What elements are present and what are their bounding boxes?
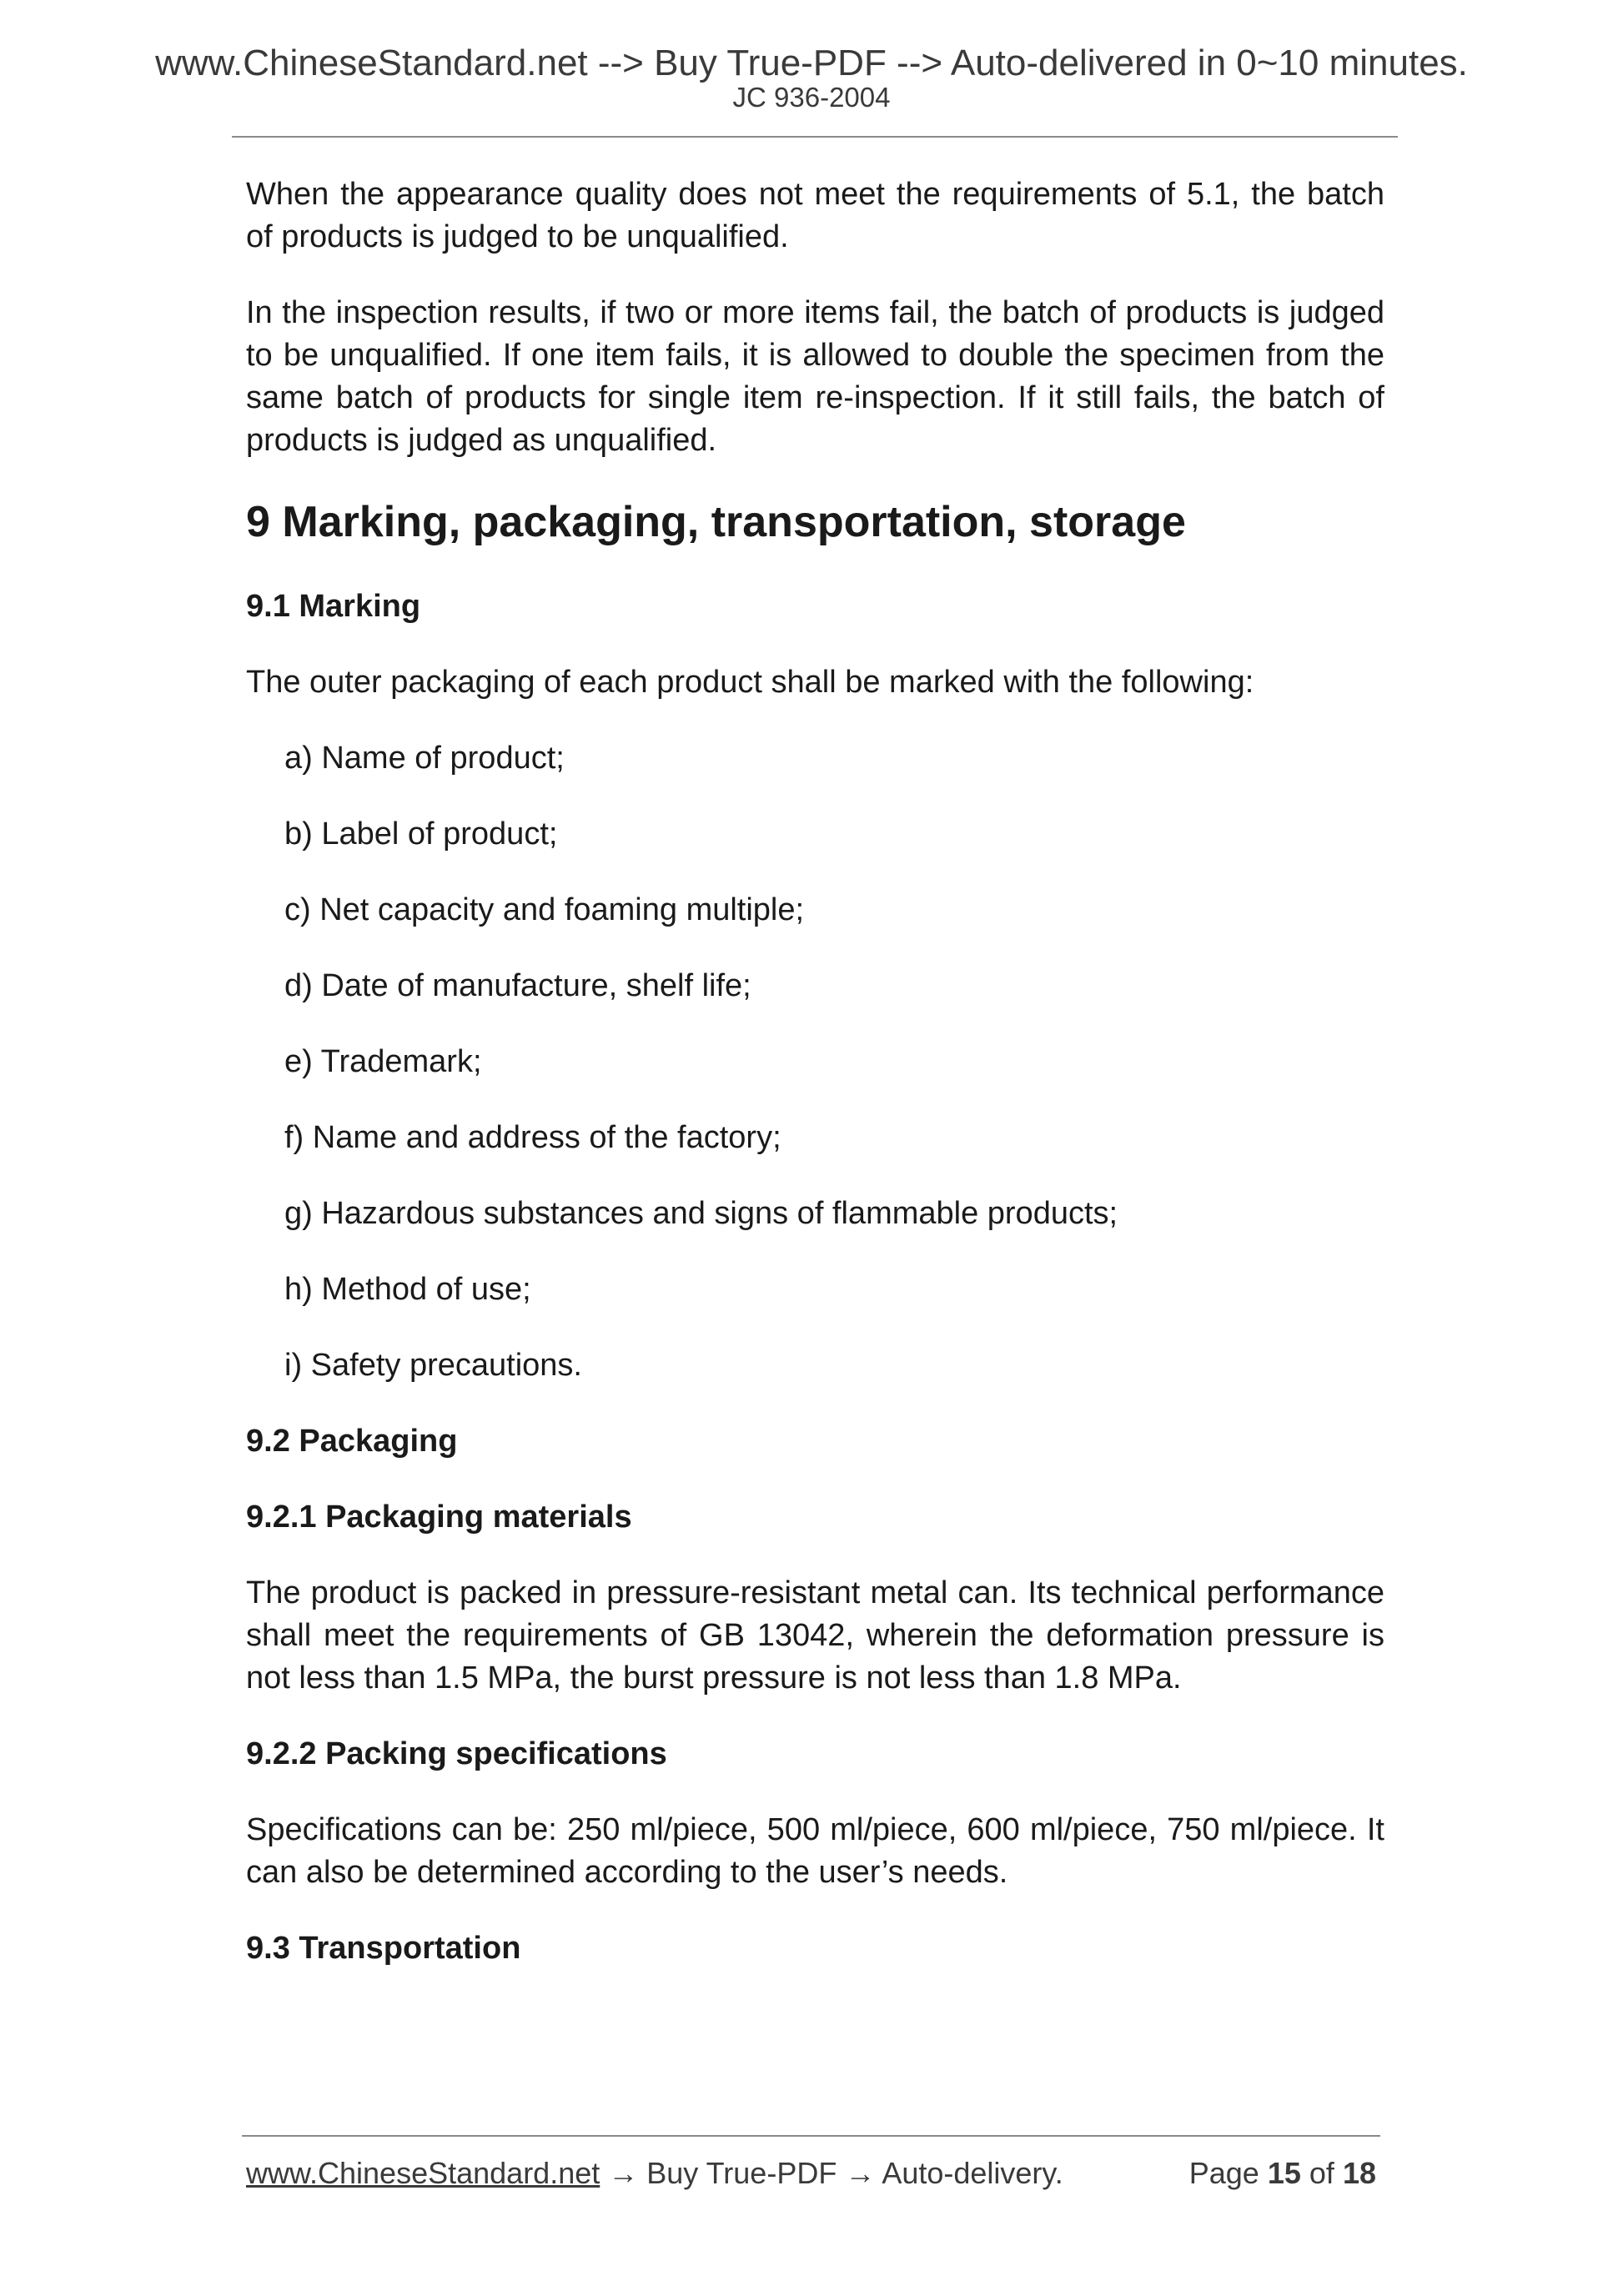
document-body	[246, 173, 1384, 2003]
header-banner: www.ChineseStandard.net --> Buy True-PDF --> Auto-delivered in 0~10 minutes.	[155, 43, 1468, 83]
list-item: g) Hazardous substances and signs of flammable products;	[284, 1196, 1118, 1231]
section-9-1-heading: 9.1 Marking	[246, 589, 421, 624]
list-item: a) Name of product;	[284, 741, 565, 776]
chinesestandard-link[interactable]: www.ChineseStandard.net	[246, 2156, 600, 2190]
list-item: c) Net capacity and foaming multiple;	[284, 892, 805, 927]
section-9-2-heading: 9.2 Packaging	[246, 1424, 458, 1459]
section-9-2-2-heading: 9.2.2 Packing specifications	[246, 1736, 667, 1771]
list-item: e) Trademark;	[284, 1044, 482, 1079]
page-indicator	[1189, 2155, 1376, 2192]
page-total: 18	[1342, 2156, 1376, 2190]
page-of: of	[1309, 2156, 1334, 2190]
list-item: f) Name and address of the factory;	[284, 1120, 781, 1155]
footer-left	[246, 2155, 1063, 2192]
section-9-3-heading: 9.3 Transportation	[246, 1931, 521, 1966]
list-item: h) Method of use;	[284, 1272, 531, 1307]
paragraph-inspection-results: In the inspection results, if two or more items fail, the batch of products is judged to be unqualified. If one item fails, it is allowed to double the specimen from the same batch of products for single item re-inspection. If it still fails, the batch of products is judged as unqualified.	[246, 295, 1384, 458]
list-item: i) Safety precautions.	[284, 1348, 582, 1383]
standard-code: JC 936-2004	[732, 82, 891, 113]
page-current: 15	[1267, 2156, 1301, 2190]
header-divider	[232, 136, 1398, 138]
section-9-heading: 9 Marking, packaging, transportation, storage	[246, 498, 1186, 546]
footer-tagline: → Buy True-PDF → Auto-delivery.	[600, 2156, 1063, 2190]
paragraph-appearance-quality: When the appearance quality does not meet the requirements of 5.1, the batch of products is judged to be unqualified.	[246, 177, 1384, 254]
packaging-materials-text: The product is packed in pressure-resistant metal can. Its technical performance shall meet the requirements of GB 13042, wherein the deformation pressure is not less than 1.5 MPa, the burst pressure is not less than 1.8 MPa.	[246, 1575, 1384, 1696]
footer-divider	[242, 2135, 1380, 2137]
list-item: d) Date of manufacture, shelf life;	[284, 968, 751, 1003]
section-9-2-1-heading: 9.2.1 Packaging materials	[246, 1500, 632, 1535]
list-item: b) Label of product;	[284, 816, 558, 852]
page-label: Page	[1188, 2156, 1259, 2190]
marking-list	[246, 737, 1384, 1387]
marking-intro: The outer packaging of each product shall be marked with the following:	[246, 665, 1254, 700]
packing-specifications-text: Specifications can be: 250 ml/piece, 500 ml/piece, 600 ml/piece, 750 ml/piece. It can also be determined according to the user’s needs.	[246, 1812, 1384, 1890]
